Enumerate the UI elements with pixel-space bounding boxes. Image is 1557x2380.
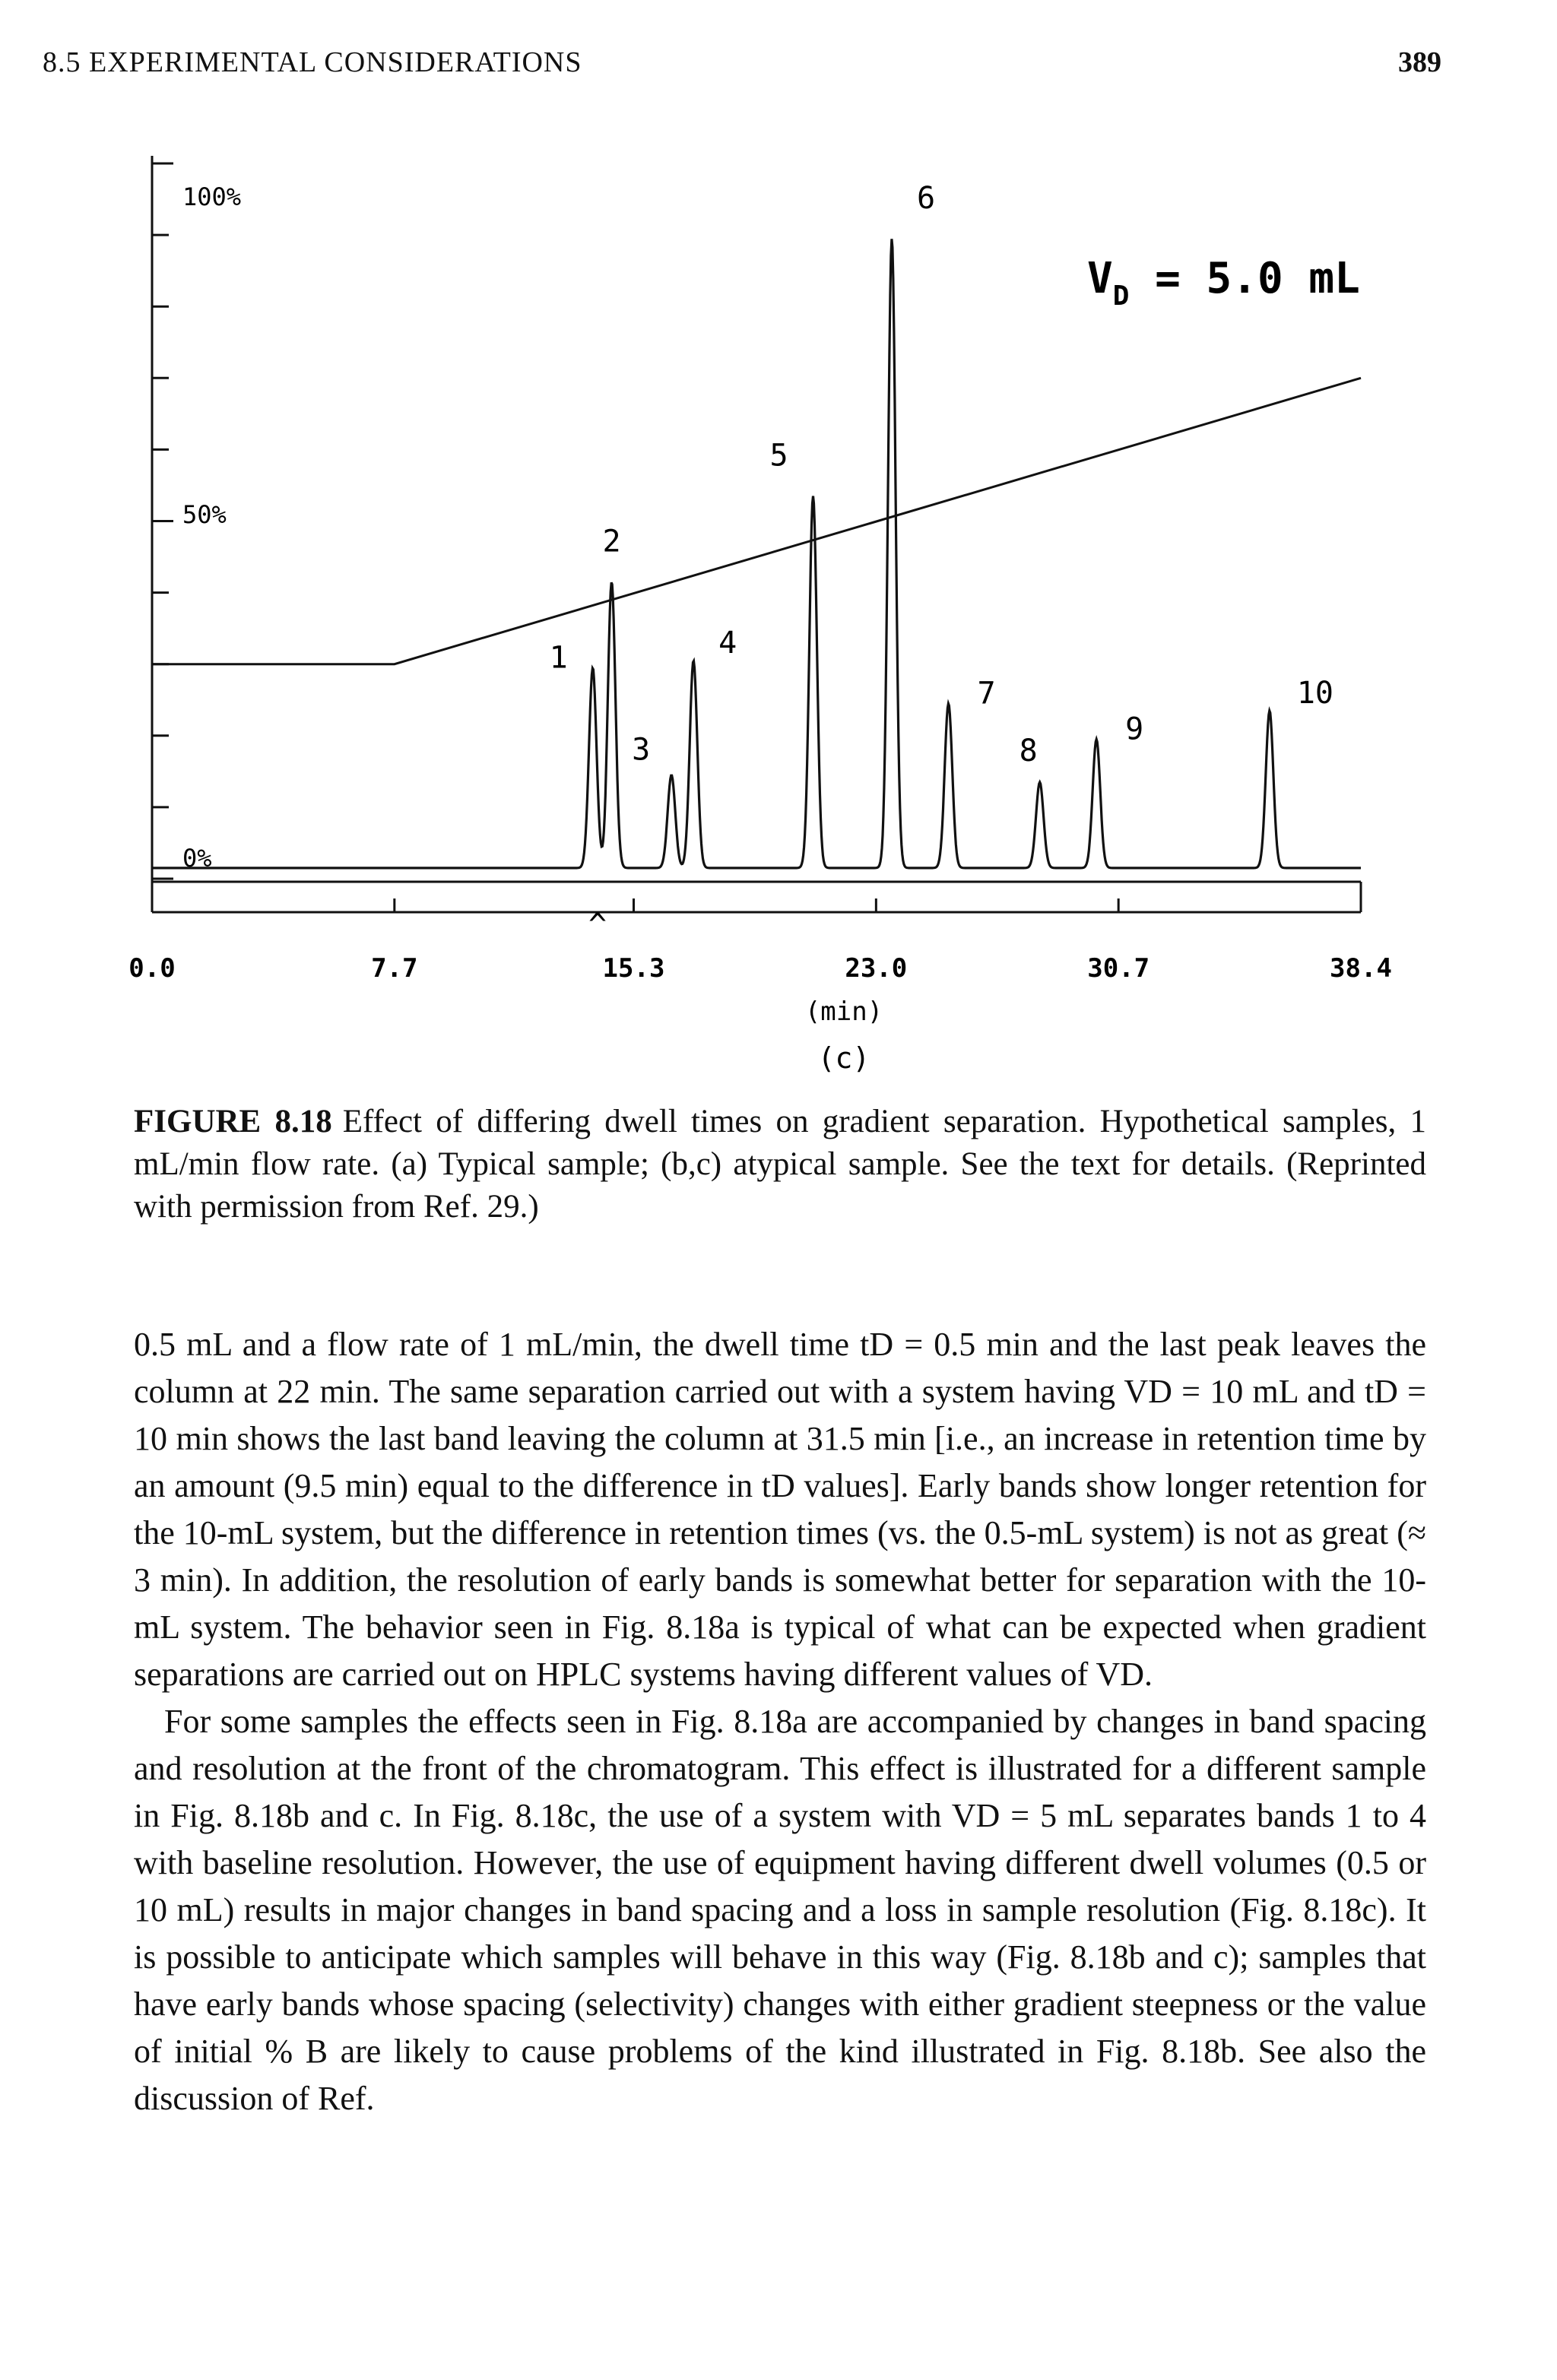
injection-marker: ^ xyxy=(588,908,607,943)
x-tick-label: 38.4 xyxy=(1330,953,1392,984)
peak-label-9: 9 xyxy=(1125,711,1144,747)
peak-label-1: 1 xyxy=(549,640,568,676)
figure-chromatogram xyxy=(84,152,1392,1079)
x-axis-unit: (min) xyxy=(804,997,883,1027)
page-number: 389 xyxy=(1398,46,1441,78)
chromatogram-trace xyxy=(152,239,1361,868)
running-head: 8.5 EXPERIMENTAL CONSIDERATIONS xyxy=(43,46,582,78)
chromatogram-chart xyxy=(84,152,1392,1079)
x-tick-label: 15.3 xyxy=(602,953,665,984)
y-label-100: 100% xyxy=(182,182,242,211)
body-text xyxy=(134,1321,1426,2122)
vd-annotation: $V_D = 5.0$ mL xyxy=(1087,254,1360,312)
paragraph-2: For some samples the effects seen in Fig. 8.18a are accompanied by changes in band spacing and resolution at the front of the chromatogram. This effect is illustrated for a different sample in Fig. 8.18b and c. In Fig. 8.18c, the use of a system with VD = 5 mL separates bands 1 to 4 with baseline resolution. However, the use of equipment having different dwell volumes (0.5 or 10 mL) results in major changes in band spacing and a loss in sample resolution (Fig. 8.18c). It is possible to anticipate which samples will behave in this way (Fig. 8.18b and c); samples that have early bands whose spacing (selectivity) changes with either gradient steepness or the value of initial % B are likely to cause problems of the kind illustrated in Fig. 8.18b. See also the discussion of Ref. xyxy=(134,1703,1426,2117)
x-tick-label: 0.0 xyxy=(128,953,176,984)
paragraph-1: 0.5 mL and a flow rate of 1 mL/min, the dwell time tD = 0.5 min and the last peak leaves the column at 22 min. The same separation carried out with a system having VD = 10 mL and tD = 10 min shows the last band leaving the column at 31.5 min [i.e., an increase in retention time by an amount (9.5 min) equal to the difference in tD values]. Early bands show longer retention for the 10-mL system, but the difference in retention times (vs. the 0.5-mL system) is not as great (≈ 3 min). In addition, the resolution of early bands is somewhat better for separation with the 10-mL system. The behavior seen in Fig. 8.18a is typical of what can be expected when gradient separations are carried out on HPLC systems having different values of VD. xyxy=(134,1326,1426,1693)
caption-label: FIGURE 8.18 xyxy=(134,1104,332,1139)
gradient-line xyxy=(152,378,1361,664)
x-tick-label: 23.0 xyxy=(845,953,908,984)
peak-label-8: 8 xyxy=(1019,734,1038,769)
peak-label-5: 5 xyxy=(769,438,788,474)
panel-label: (c) xyxy=(817,1041,870,1075)
x-tick-label: 30.7 xyxy=(1087,953,1150,984)
x-tick-label: 7.7 xyxy=(371,953,418,984)
figure-caption xyxy=(134,1101,1426,1228)
peak-label-3: 3 xyxy=(632,732,651,768)
y-label-0: 0% xyxy=(182,844,212,873)
peak-label-10: 10 xyxy=(1296,675,1333,711)
peak-label-2: 2 xyxy=(602,524,621,559)
peak-label-4: 4 xyxy=(718,626,737,661)
y-label-50: 50% xyxy=(182,500,227,529)
page-header xyxy=(43,46,1441,91)
peak-label-6: 6 xyxy=(916,180,936,216)
caption-text: Effect of differing dwell times on gradient separation. Hypothetical samples, 1 mL/min flow rate. (a) Typical sample; (b,c) atypical sample. See the text for details. (Reprinted with permission from Ref. 29.) xyxy=(134,1104,1426,1225)
peak-label-7: 7 xyxy=(977,676,996,711)
y-axis-ticks xyxy=(152,163,173,879)
